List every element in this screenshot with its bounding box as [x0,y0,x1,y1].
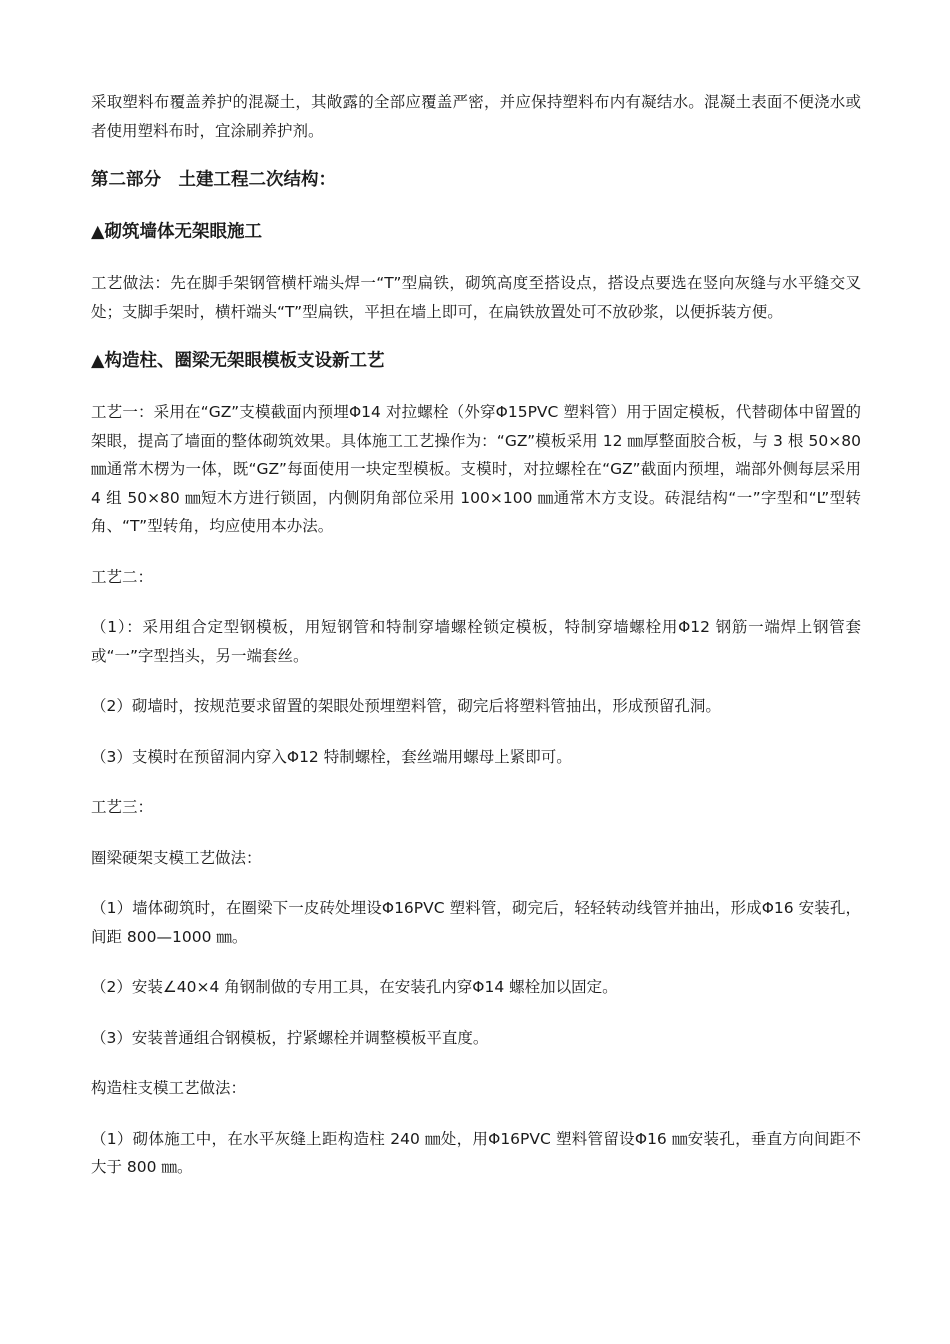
subheading-column-beam: ▲构造柱、圈梁无架眼模板支设新工艺 [91,351,385,371]
paragraph-column-step1: （1）砌体施工中，在水平灰缝上距构造柱 240 ㎜处，用Φ16PVC 塑料管留设Φ16 ㎜安装孔，垂直方向间距不大于 800 ㎜。 [91,1129,861,1176]
paragraph-method2-step3: （3）支模时在预留洞内穿入Φ12 特制螺栓，套丝端用螺母上紧即可。 [91,747,572,766]
subheading-masonry: ▲砌筑墙体无架眼施工 [91,222,262,242]
paragraph-ring-beam-step3: （3）安装普通组合钢模板，拧紧螺栓并调整模板平直度。 [91,1028,489,1047]
document-page [91,88,861,1204]
paragraph-column-method-label: 构造柱支模工艺做法： [91,1079,247,1097]
paragraph-method2-step2: （2）砌墙时，按规范要求留置的架眼处预埋塑料管，砌完后将塑料管抽出，形成预留孔洞。 [91,697,721,715]
paragraph-masonry-method: 工艺做法：先在脚手架钢管横杆端头焊一“T”型扁铁，砌筑高度至搭设点，搭设点要选在竖向灰缝与水平缝交叉处；支脚手架时，横杆端头“T”型扁铁，平担在墙上即可，在扁铁放置处可不放砂浆，以便拆装方便。 [91,274,861,321]
paragraph-ring-beam-label: 圈梁硬架支模工艺做法： [91,848,262,867]
paragraph-ring-beam-step1: （1）墙体砌筑时，在圈梁下一皮砖处埋设Φ16PVC 塑料管，砌完后，轻轻转动线管并抽出，形成Φ16 安装孔，间距 800—1000 ㎜。 [91,899,861,946]
paragraph-curing: 采取塑料布覆盖养护的混凝土，其敞露的全部应覆盖严密，并应保持塑料布内有凝结水。混凝土表面不便浇水或者使用塑料布时，宜涂刷养护剂。 [91,93,861,140]
paragraph-ring-beam-step2: （2）安装∠40×4 角钢制做的专用工具，在安装孔内穿Φ14 螺栓加以固定。 [91,978,618,996]
paragraph-method1: 工艺一：采用在“GZ”支模截面内预埋Φ14 对拉螺栓（外穿Φ15PVC 塑料管）用于固定模板，代替砌体中留置的架眼，提高了墙面的整体砌筑效果。具体施工工艺操作为：“GZ”模板采用 12 ㎜厚整面胶合板，与 3 根 50×80 ㎜通常木楞为一体，既“GZ”每面使用一块定型模板。支模时，对拉螺栓在“GZ”截面内预埋，端部外侧每层采用 4 组 50×80 ㎜短木方进行锁固，内侧阴角部位采用 100×100 ㎜通常木方支设。砖混结构“一”字型和“L”型转角、“T”型转角，均应使用本办法。 [91,403,861,535]
paragraph-method2-label: 工艺二： [91,567,154,586]
paragraph-method2-step1: （1）：采用组合定型钢模板，用短钢管和特制穿墙螺栓锁定模板，特制穿墙螺栓用Φ12 钢筋一端焊上钢管套或“一”字型挡头，另一端套丝。 [91,618,861,665]
section-heading-part2: 第二部分 土建工程二次结构： [91,170,336,190]
paragraph-method3-label: 工艺三： [91,798,154,816]
